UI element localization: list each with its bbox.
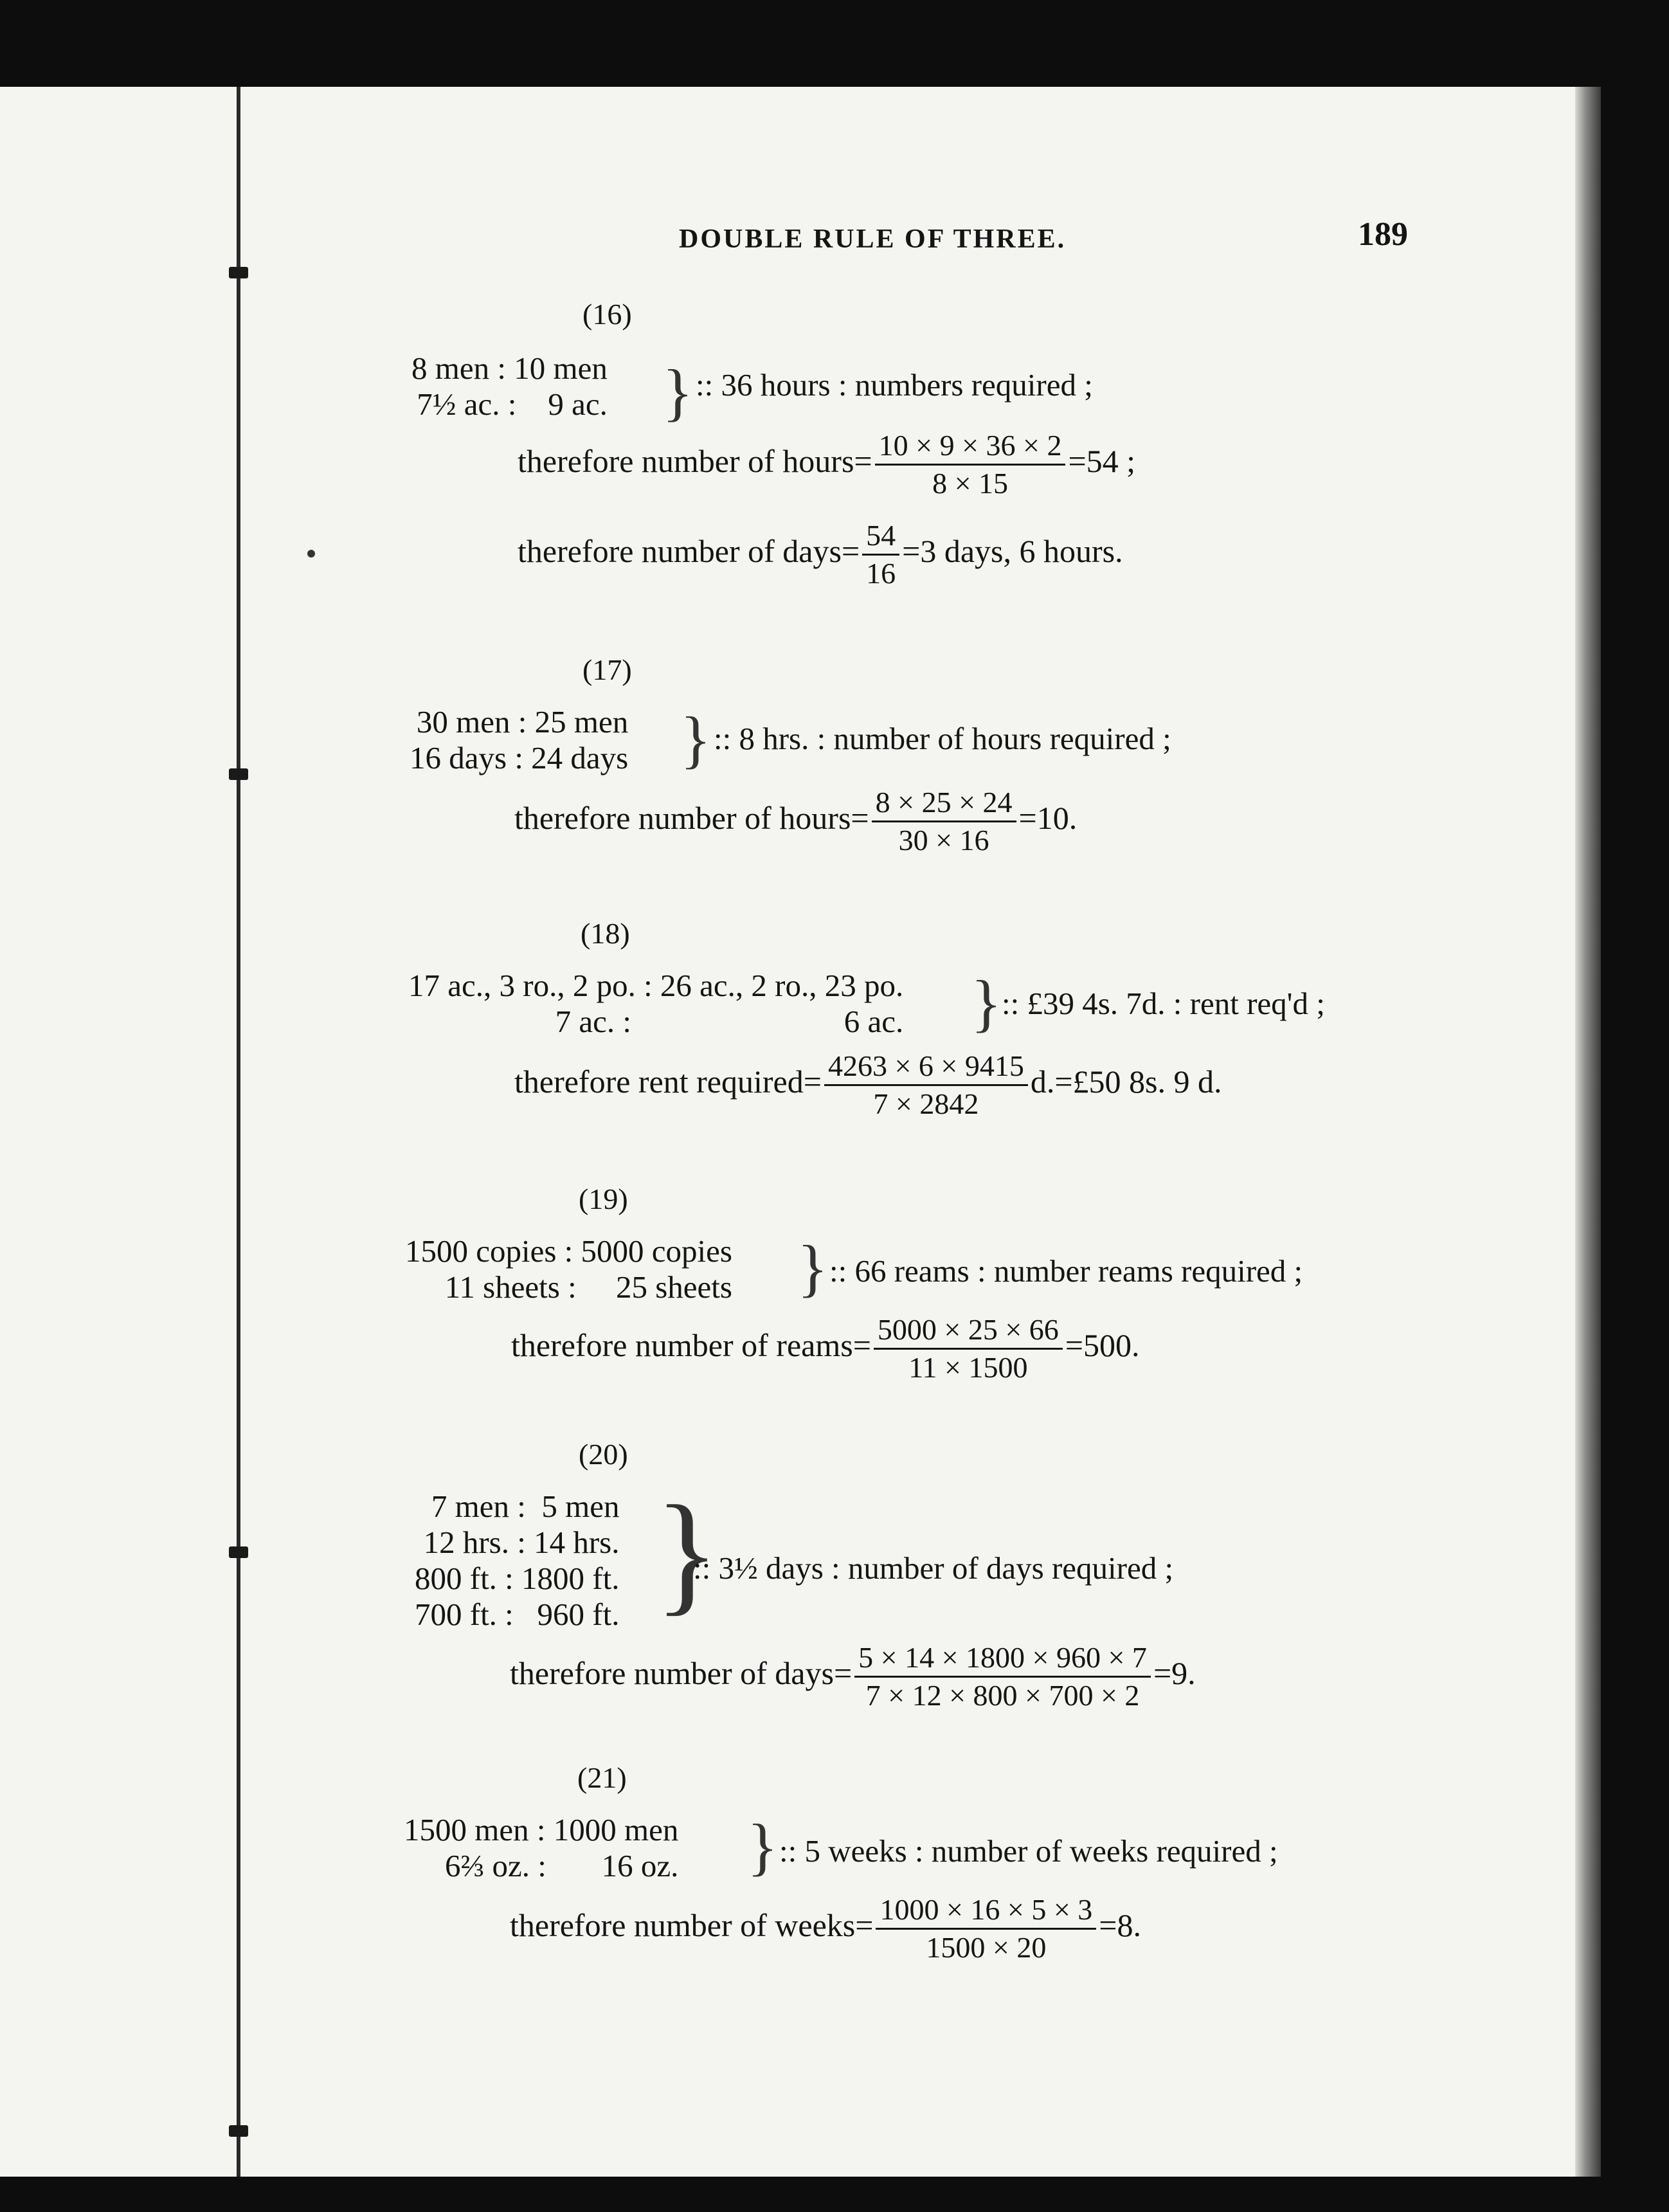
running-head: DOUBLE RULE OF THREE. (679, 224, 1067, 254)
ratio-line: 1500 copies : 5000 copies (405, 1233, 732, 1269)
ratio-line: 12 hrs. : 14 hrs. (423, 1525, 620, 1560)
brace: } (971, 967, 1002, 1038)
numerator: 10 × 9 × 36 × 2 (878, 429, 1062, 462)
proportion: :: 3½ days : number of days required ; (693, 1550, 1174, 1586)
equation-lhs: therefore number of days= (510, 1654, 853, 1691)
ratio-line: 16 days : 24 days (410, 740, 629, 775)
equation-rhs: =8. (1099, 1907, 1141, 1943)
ratio-line: 17 ac., 3 ro., 2 po. : 26 ac., 2 ro., 23 po. (408, 968, 904, 1003)
page-number: 189 (1358, 216, 1408, 253)
proportion: :: 36 hours : numbers required ; (696, 367, 1093, 403)
binding-clip (229, 768, 248, 780)
problem-number: (21) (577, 1761, 627, 1794)
ink-spot (307, 550, 315, 558)
page-edge (1575, 87, 1601, 2177)
ratio-lines (411, 350, 608, 422)
fraction (874, 1312, 1063, 1386)
equation-lhs: therefore number of days= (518, 532, 860, 569)
equation (514, 1048, 1222, 1122)
equation (511, 1312, 1139, 1386)
brace: } (680, 703, 711, 775)
ratio-line: 7 men : 5 men (431, 1489, 620, 1524)
fraction (824, 1048, 1028, 1122)
ratio-lines (410, 704, 628, 776)
denominator: 1500 × 20 (876, 1928, 1096, 1966)
equation-rhs: d.=£50 8s. 9 d. (1030, 1063, 1222, 1100)
equation-lhs: therefore number of reams= (511, 1327, 871, 1363)
equation-lhs: therefore number of weeks= (510, 1907, 874, 1943)
numerator: 1000 × 16 × 5 × 3 (880, 1893, 1093, 1926)
fraction (876, 1892, 1096, 1966)
equation-rhs: =54 ; (1068, 442, 1136, 479)
equation (510, 1892, 1141, 1966)
equation (510, 1640, 1196, 1714)
proportion: :: 5 weeks : number of weeks required ; (779, 1833, 1278, 1869)
denominator: 7 × 12 × 800 × 700 × 2 (854, 1676, 1151, 1714)
denominator: 8 × 15 (875, 464, 1066, 502)
denominator: 16 (862, 554, 899, 592)
ratio-lines (415, 1489, 619, 1633)
fraction (862, 518, 899, 592)
ratio-line: 800 ft. : 1800 ft. (415, 1561, 620, 1596)
ratio-lines (408, 968, 903, 1040)
denominator: 7 × 2842 (824, 1084, 1028, 1122)
equation-rhs: =500. (1065, 1327, 1140, 1363)
binding-clip (229, 1546, 248, 1558)
fraction (854, 1640, 1151, 1714)
ratio-line: 11 sheets : 25 sheets (444, 1269, 732, 1305)
fraction (875, 428, 1066, 502)
ratio-line: 7½ ac. : 9 ac. (417, 386, 608, 422)
equation-lhs: therefore rent required= (514, 1063, 822, 1100)
problem-number: (18) (581, 917, 630, 950)
problem-number: (17) (582, 653, 632, 686)
denominator: 11 × 1500 (874, 1348, 1063, 1386)
brace: } (662, 356, 693, 428)
ratio-line: 700 ft. : 960 ft. (415, 1597, 620, 1632)
proportion: :: 66 reams : number reams required ; (829, 1253, 1303, 1289)
denominator: 30 × 16 (872, 820, 1016, 858)
brace: } (797, 1232, 828, 1303)
binding-clip (229, 267, 248, 278)
ratio-line: 1500 men : 1000 men (404, 1812, 679, 1847)
numerator: 54 (866, 519, 896, 552)
numerator: 5000 × 25 × 66 (877, 1313, 1059, 1346)
ratio-lines (404, 1812, 678, 1884)
numerator: 8 × 25 × 24 (875, 786, 1013, 819)
binding-clip (229, 2125, 248, 2137)
equation (518, 518, 1123, 592)
numerator: 5 × 14 × 1800 × 960 × 7 (858, 1641, 1147, 1674)
equation-rhs: =3 days, 6 hours. (902, 532, 1123, 569)
equation-rhs: =10. (1018, 799, 1078, 836)
equation (514, 784, 1077, 858)
ratio-line: 8 men : 10 men (411, 350, 608, 386)
fraction (872, 784, 1016, 858)
problem-number: (16) (582, 298, 632, 331)
proportion: :: 8 hrs. : number of hours required ; (714, 721, 1171, 756)
equation-lhs: therefore number of hours= (514, 799, 869, 836)
problem-number: (20) (579, 1438, 628, 1471)
brace: } (747, 1811, 778, 1882)
equation (518, 428, 1135, 502)
ratio-line: 7 ac. : 6 ac. (555, 1004, 904, 1039)
numerator: 4263 × 6 × 9415 (827, 1049, 1024, 1082)
equation-lhs: therefore number of hours= (518, 442, 872, 479)
proportion: :: £39 4s. 7d. : rent req'd ; (1002, 986, 1325, 1021)
ratio-line: 6⅔ oz. : 16 oz. (444, 1848, 679, 1883)
problem-number: (19) (579, 1183, 628, 1215)
equation-rhs: =9. (1153, 1654, 1196, 1691)
ratio-line: 30 men : 25 men (416, 704, 629, 739)
binding-spine (237, 87, 240, 2177)
ratio-lines (405, 1233, 732, 1305)
brace: } (654, 1478, 719, 1627)
